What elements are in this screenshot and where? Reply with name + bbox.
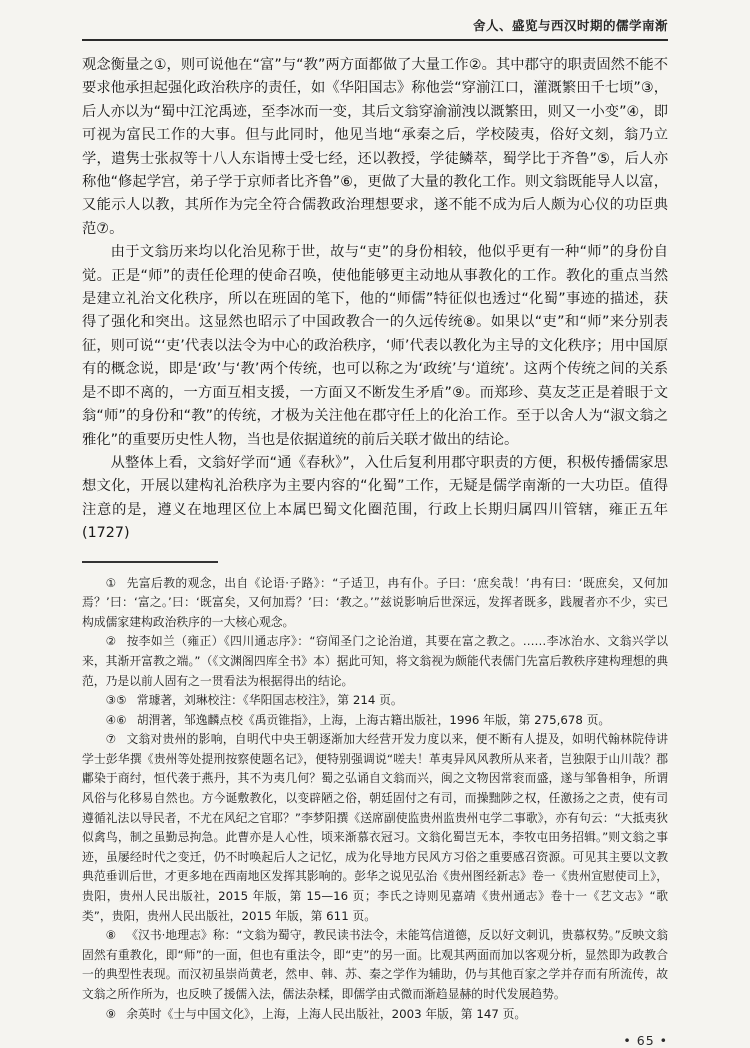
footnote-1 [82, 574, 668, 633]
footnote-7-text: 文翁对贵州的影响，自明代中央王朝逐渐加大经营开发力度以来，便不断有人提及，如明代翰林院侍讲学士彭华撰《贵州等处提刑按察使题名记》，便特别强调说“嗟夫！革夷异风风教所从来者，岂独限于山川哉？郡鄘染于商纣，恒代袭于燕丹，其不为夷几何？蜀之弘诵自文翁而兴，闽之文物因常衮而盛，遂与邹鲁相争，所谓风俗与化移易自然也。方今诞敷教化，以变辟陋之俗，朝廷固付之有司，而操黜陟之权，任激扬之之责，使有司遵循礼法以导民者，不尤在风纪之官耶？”李梦阳撰《送席副使监贵州监贵州屯学二事歌》，亦有句云：“大抵夷狄似禽鸟，制之虽勤忌拘急。此曹亦是人心性，顷来渐慕衣冠习。文翁化蜀岂无本，李牧屯田务招辑。”则文翁之事迹，虽屡经时代之变迁，仍不时唤起后人之记忆，成为化导地方民风方习俗之重要感召资源。可见其主要以文教典范垂训后世，才更多地在西南地区发挥其影响的。彭华之说见弘治《贵州图经新志》卷一《贵州宣慰使司上》，贵阳，贵州人民出版社，2015 年版，第 15—16 页；李氏之诗则见嘉靖《贵州通志》卷十一《艺文志》“歌类”，贵阳，贵州人民出版社，2015 年版，第 611 页。 [82, 732, 668, 923]
footnote-4-6-text: 胡渭著，邹逸麟点校《禹贡锥指》，上海，上海古籍出版社，1996 年版，第 275,678 页。 [136, 712, 611, 727]
footnote-2-marker: ② [105, 634, 117, 649]
footnote-9-text: 余英时《士与中国文化》，上海，上海人民出版社，2003 年版，第 147 页。 [126, 1006, 527, 1021]
footnote-8 [82, 926, 668, 1004]
body-paragraph-2: 由于文翁历来均以化治见称于世，故与“吏”的身份相较，他似乎更有一种“师”的身份自觉。正是“师”的责任伦理的使命召唤，使他能够更主动地从事教化的工作。教化的重点当然是建立礼治文化秩序，所以在班固的笔下，他的“师儒”特征似也透过“化蜀”事迹的描述，获得了强化和突出。这显然也昭示了中国政教合一的久远传统⑧。如果以“吏”和“师”来分别表征，则可说“‘吏’代表以法令为中心的政治秩序，‘师’代表以教化为主导的文化秩序；用中国原有的概念说，即是‘政’与‘教’两个传统，也可以称之为‘政统’与‘道统’。这两个传统之间的关系是不即不离的，一方面互相支援，一方面又不断发生矛盾”⑨。而郑珍、莫友芝正是着眼于文翁“师”的身份和“教”的传统，才极为关注他在郡守任上的化治工作。至于以舍人为“淑文翁之雅化”的重要历史性人物，当也是依据道统的前后关联才做出的结论。 [82, 244, 668, 448]
footnote-8-text: 《汉书·地理志》称：“文翁为蜀守，教民读书法令，未能笃信道德，反以好文刺讥，贵慕权势。”反映文翁固然有重教化，即“师”的一面，但也有重法令，即“吏”的另一面。比观其两面而加以客观分析，显然即为政教合一的典型性表现。而汉初虽崇尚黄老，然申、韩、苏、秦之学作为辅助，仍与其他百家之学并存而有所流传，故文翁之所作所为，也反映了援儒入法，儒法杂糅，即儒学由式微而渐趋显赫的时代发展趋势。 [82, 928, 669, 1001]
footnote-2 [82, 632, 668, 691]
body-paragraph-3: 从整体上看，文翁好学而“通《春秋》”，入仕后复利用郡守职责的方便，积极传播儒家思想文化，开展以建构礼治秩序为主要内容的“化蜀”工作，无疑是儒学南渐的一大功臣。值得注意的是，遵义在地理区位上本属巴蜀文化圈范围，行政上长期归属四川管辖，雍正五年(1727) [82, 454, 668, 542]
header-rule [82, 39, 668, 41]
footnote-3-5-text: 常璩著，刘琳校注：《华阳国志校注》，第 214 页。 [136, 693, 403, 708]
footnote-7-marker: ⑦ [105, 732, 117, 747]
footnote-7 [82, 730, 668, 926]
footnote-4-6-marker: ④⑥ [105, 712, 127, 727]
footnote-4-6 [82, 711, 668, 731]
footnote-3-5-marker: ③⑤ [105, 693, 127, 708]
footnote-3-5 [82, 691, 668, 711]
footnote-9-marker: ⑨ [105, 1006, 117, 1021]
footnote-9 [82, 1005, 668, 1025]
footnote-separator [82, 561, 218, 563]
body-paragraph-1: 观念衡量之①，则可说他在“富”与“教”两方面都做了大量工作②。其中郡守的职责固然不能不要求他承担起强化政治秩序的责任，如《华阳国志》称他尝“穿湔江口，灌溉繁田千七顷”③，后人亦以为“蜀中江沱禹迹，至李冰而一变，其后文翁穿渝湔洩以溉繁田，则又一小变”④，即可视为富民工作的大事。但与此同时，他见当地“承秦之后，学校陵夷，俗好文刻，翁乃立学，遣隽士张叔等十八人东诣博士受七经，还以教授，学徒鳞萃，蜀学比于齐鲁”⑤，后人亦称他“修起学宫，弟子学于京师者比齐鲁”⑥，更做了大量的教化工作。则文翁既能导人以富，又能示人以教，其所作为完全符合儒教政治理想要求，遂不能不成为后人颇为心仪的功臣典范⑦。 [82, 57, 668, 237]
footnote-1-marker: ① [105, 575, 117, 590]
running-header-title: 舍人、盛览与西汉时期的儒学南渐 [472, 18, 668, 33]
body-text [82, 54, 668, 546]
footnote-1-text: 先富后教的观念，出自《论语·子路》：“子适卫，冉有仆。子曰：‘庶矣哉！’冉有曰：‘既庶矣，又何加焉？’曰：‘富之。’曰：‘既富矣，又何加焉？’曰：‘教之。’”兹说影响后世深远，发挥者既多，践履者亦不少，实已构成儒家建构政治秩序的一大核心观念。 [82, 575, 668, 629]
page-number: • 65 • [623, 1033, 668, 1048]
footnote-8-marker: ⑧ [105, 928, 117, 943]
footnote-2-text: 按李如兰（雍正）《四川通志序》：“窃闻圣门之论治道，其要在富之教之。……李冰治水、文翁兴学以来，其渐开富教之端。”（《文渊阁四库全书》本）据此可知，将文翁视为颇能代表儒门先富后教秩序建构理想的典范，乃是以前人固有之一贯看法为根据得出的结论。 [82, 634, 668, 688]
footnotes [82, 574, 668, 1025]
